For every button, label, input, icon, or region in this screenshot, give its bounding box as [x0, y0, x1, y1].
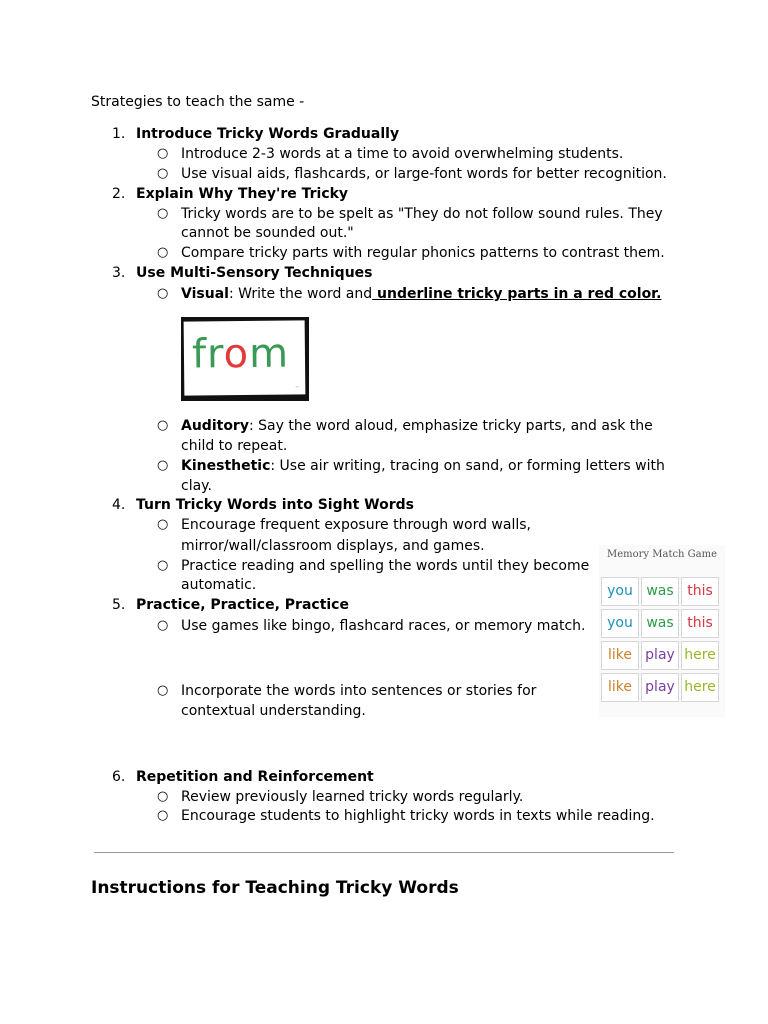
auditory-text: : Say the word aloud, emphasize tricky parts, and ask the [248, 418, 653, 434]
kinesthetic-text: : Use air writing, tracing on sand, or forming letters with [270, 458, 665, 474]
memory-card: you [601, 609, 639, 638]
step-6-title: Repetition and Reinforcement [136, 769, 374, 785]
memory-card: this [681, 609, 719, 638]
visual-underlined-text: underline tricky parts in a red color. [372, 286, 662, 302]
auditory-label: Auditory [181, 418, 249, 434]
bullet-icon: ○ [157, 517, 169, 532]
section-heading: Instructions for Teaching Tricky Words [91, 878, 459, 898]
step-5-point-2-line-2: contextual understanding. [181, 703, 366, 719]
step-2-title: Explain Why They're Tricky [136, 186, 349, 202]
step-3-kinesthetic-point-line-1 [181, 456, 665, 476]
step-1-point-2: Use visual aids, flashcards, or large-font words for better recognition. [181, 166, 667, 182]
horizontal-divider [94, 852, 674, 853]
kinesthetic-label: Kinesthetic [181, 458, 271, 474]
artist-mark: ~ [295, 384, 300, 391]
step-3-auditory-point-line-1 [181, 416, 653, 436]
step-1-point-1: Introduce 2-3 words at a time to avoid overwhelming students. [181, 146, 624, 162]
from-regular-part-end: m [248, 330, 290, 377]
from-tricky-part: o [223, 330, 250, 378]
step-3-number: 3. [112, 265, 126, 281]
bullet-icon: ○ [157, 458, 169, 473]
from-regular-part: fr [191, 331, 224, 378]
memory-card: you [601, 577, 639, 606]
memory-card: play [641, 641, 679, 670]
from-word-card-image [181, 317, 309, 401]
step-2-point-1-line-1: Tricky words are to be spelt as "They do not follow sound rules. They [181, 206, 663, 222]
memory-card: like [601, 673, 639, 702]
memory-card: here [681, 641, 719, 670]
bullet-icon: ○ [157, 146, 169, 161]
step-3-auditory-point-line-2: child to repeat. [181, 438, 288, 454]
step-2-number: 2. [112, 186, 126, 202]
bullet-icon: ○ [157, 618, 169, 633]
bullet-icon: ○ [157, 166, 169, 181]
memory-card: here [681, 673, 719, 702]
memory-game-title: Memory Match Game [606, 549, 718, 560]
step-6-point-1: Review previously learned tricky words regularly. [181, 789, 524, 805]
step-1-title: Introduce Tricky Words Gradually [136, 126, 400, 142]
step-2-point-1-line-2: cannot be sounded out." [181, 225, 354, 241]
step-4-title: Turn Tricky Words into Sight Words [136, 497, 414, 513]
bullet-icon: ○ [157, 558, 169, 573]
step-3-visual-point [181, 284, 661, 304]
step-3-title: Use Multi-Sensory Techniques [136, 265, 373, 281]
bullet-icon: ○ [157, 683, 169, 698]
bullet-icon: ○ [157, 789, 169, 804]
memory-card: play [641, 673, 679, 702]
step-4-point-2-line-1: Practice reading and spelling the words until they become [181, 558, 590, 574]
step-4-point-1-line-1: Encourage frequent exposure through word walls, [181, 517, 531, 533]
memory-match-game-image [599, 545, 725, 717]
step-4-point-1-line-2: mirror/wall/classroom displays, and games. [181, 538, 485, 554]
memory-card: was [641, 577, 679, 606]
from-card-surface [184, 320, 306, 395]
step-4-number: 4. [112, 497, 126, 513]
bullet-icon: ○ [157, 418, 169, 433]
step-5-point-1: Use games like bingo, flashcard races, or memory match. [181, 618, 586, 634]
from-word [192, 331, 290, 378]
step-5-point-2-line-1: Incorporate the words into sentences or stories for [181, 683, 537, 699]
step-1-number: 1. [112, 126, 126, 142]
step-6-point-2: Encourage students to highlight tricky words in texts while reading. [181, 808, 655, 824]
step-6-number: 6. [112, 769, 126, 785]
bullet-icon: ○ [157, 808, 169, 823]
memory-card: this [681, 577, 719, 606]
step-3-kinesthetic-point-line-2: clay. [181, 478, 212, 494]
step-5-number: 5. [112, 597, 126, 613]
bullet-icon: ○ [157, 286, 169, 301]
bullet-icon: ○ [157, 245, 169, 260]
intro-text: Strategies to teach the same - [91, 94, 305, 110]
memory-card: was [641, 609, 679, 638]
memory-card: like [601, 641, 639, 670]
step-5-title: Practice, Practice, Practice [136, 597, 349, 613]
bullet-icon: ○ [157, 206, 169, 221]
step-2-point-2: Compare tricky parts with regular phonics patterns to contrast them. [181, 245, 665, 261]
step-4-point-2-line-2: automatic. [181, 577, 257, 593]
visual-text: : Write the word and [228, 286, 373, 302]
visual-label: Visual [181, 286, 229, 302]
